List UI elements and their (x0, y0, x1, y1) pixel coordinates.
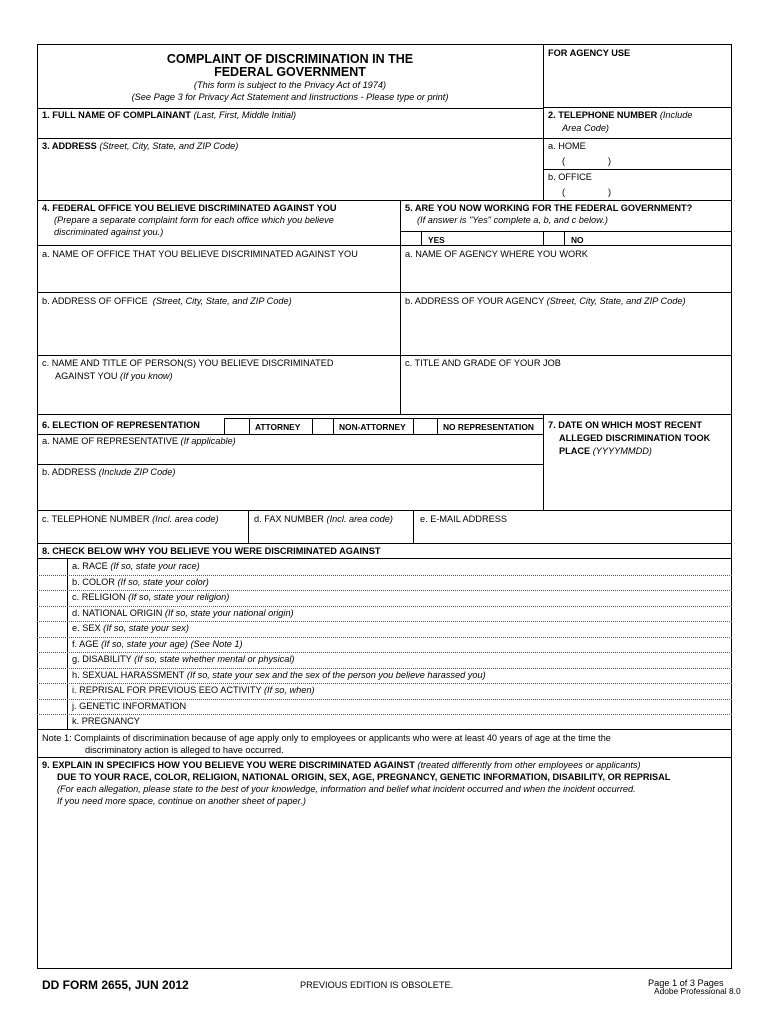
representative-address-hint: (Include ZIP Code) (98, 467, 176, 477)
row-c-divider (37, 414, 732, 415)
election-label-edge (224, 418, 225, 434)
discrimination-basis-checkbox[interactable] (38, 606, 67, 622)
discrimination-basis-checkbox[interactable] (38, 590, 67, 606)
attorney-checkbox[interactable] (249, 418, 250, 434)
office-address-hint: (Street, City, State, and ZIP Code) (152, 296, 292, 306)
discrimination-basis-checkbox[interactable] (38, 652, 67, 668)
discrimination-basis-label: d. NATIONAL ORIGIN (72, 607, 163, 618)
person-title-label-line2: AGAINST YOU (55, 371, 118, 381)
discrimination-basis-checkbox[interactable] (38, 559, 67, 575)
date-label-line1: 7. DATE ON WHICH MOST RECENT (548, 420, 702, 430)
discrimination-basis-label: e. SEX (72, 623, 101, 633)
header-divider (37, 108, 543, 109)
item7-divider (543, 414, 544, 510)
federal-office-hint2: discriminated against you.) (54, 227, 164, 237)
person-title-hint: (If you know) (120, 371, 173, 381)
discrimination-basis-hint: (If so, state your color) (117, 576, 209, 587)
form-title-line2: FEDERAL GOVERNMENT (214, 65, 366, 79)
date-label-line2: ALLEGED DISCRIMINATION TOOK (559, 433, 711, 443)
item8-bottom-divider (37, 729, 732, 730)
representative-address-label: b. ADDRESS (42, 467, 97, 477)
item1-divider (37, 138, 732, 139)
discrimination-basis-detail-field[interactable] (68, 652, 731, 668)
rep-address-divider (37, 510, 732, 511)
software-stamp: Adobe Professional 8.0 (654, 986, 741, 996)
age-note-line1: Note 1: Complaints of discrimination because of age apply only to employees or applicants who were at least 40 years of age at the time the (42, 733, 611, 743)
yes-no-separator (543, 231, 544, 245)
discrimination-basis-row (37, 652, 732, 668)
page-indicator: Page 1 of 3 Pages (648, 978, 724, 988)
office-paren-close: ) (608, 187, 612, 197)
discrimination-basis-hint: (If so, state your race) (110, 561, 200, 571)
discrimination-basis-label: c. RELIGION (72, 592, 126, 602)
agency-address-label: b. ADDRESS OF YOUR AGENCY (405, 296, 545, 306)
representative-name-label-row (42, 436, 236, 447)
discrimination-basis-hint: (If so, state your sex and the sex of the person you believe harassed you) (186, 669, 486, 680)
discrimination-basis-checkbox[interactable] (38, 714, 67, 730)
explanation-textarea[interactable] (38, 810, 731, 967)
item3-divider (37, 200, 732, 201)
attorney-edge (312, 418, 313, 434)
agency-address-hint: (Street, City, State, and ZIP Code) (546, 296, 686, 306)
full-name-label: 1. FULL NAME OF COMPLAINANT (42, 110, 191, 120)
explain-label-line2: DUE TO YOUR RACE, COLOR, RELIGION, NATIONAL ORIGIN, SEX, AGE, PREGNANCY, GENETIC INFORMATION, DISABILITY, OR REPRISAL (57, 772, 671, 782)
telephone-hint2: Area Code) (562, 123, 609, 133)
discrimination-basis-detail-field[interactable] (68, 606, 731, 622)
item4-header-divider (37, 245, 732, 246)
discrimination-basis-detail-field[interactable] (68, 637, 731, 653)
telephone-label-row (548, 110, 693, 121)
federal-office-hint1: (Prepare a separate complaint form for each office which you believe (54, 215, 334, 225)
office-paren-open: ( (562, 187, 566, 197)
row-b-divider (37, 355, 732, 356)
home-phone-divider (543, 169, 732, 170)
row-a-divider (37, 292, 732, 293)
election-boxes-top (224, 418, 543, 419)
telephone-label: 2. TELEPHONE NUMBER (548, 110, 658, 120)
date-format-hint: (YYYYMMDD) (592, 446, 652, 456)
job-title-field[interactable] (401, 372, 731, 413)
rep-fax-label-row (254, 514, 393, 525)
rep-telephone-hint: (Incl. area code) (152, 514, 219, 524)
no-label: NO (571, 235, 584, 245)
rep-fax-field[interactable] (249, 527, 412, 542)
discrimination-basis-detail-field[interactable] (68, 621, 731, 637)
discrimination-basis-checkbox[interactable] (38, 683, 67, 699)
attorney-label: ATTORNEY (255, 422, 301, 432)
job-title-label: c. TITLE AND GRADE OF YOUR JOB (405, 358, 561, 368)
address-label-row (42, 141, 238, 152)
office-phone-label: b. OFFICE (548, 172, 592, 182)
discrimination-basis-checkbox[interactable] (38, 699, 67, 715)
date-label-line3-row (559, 446, 652, 457)
explain-instructions-line1: (For each allegation, please state to the best of your knowledge, information and belief what incident occurred and when the incident occurred. (57, 784, 636, 794)
agency-name-label: a. NAME OF AGENCY WHERE YOU WORK (405, 249, 588, 259)
home-phone-label: a. HOME (548, 141, 586, 151)
agency-address-field[interactable] (401, 309, 731, 353)
representative-name-label: a. NAME OF REPRESENTATIVE (42, 436, 178, 446)
person-title-label-line2-row (55, 371, 173, 382)
explain-label-line1-hint: (treated differently from other employees or applicants) (417, 760, 641, 770)
discrimination-basis-detail-field[interactable] (68, 559, 731, 575)
discrimination-basis-label: k. PREGNANCY (72, 716, 140, 726)
representative-address-label-row (42, 467, 175, 478)
discrimination-basis-row (37, 575, 732, 591)
rep-email-label: e. E-MAIL ADDRESS (420, 514, 507, 524)
discrimination-basis-label: 8. CHECK BELOW WHY YOU BELIEVE YOU WERE DISCRIMINATED AGAINST (42, 546, 381, 556)
full-name-hint: (Last, First, Middle Initial) (193, 110, 297, 120)
address-label: 3. ADDRESS (42, 141, 97, 151)
discrimination-basis-label: g. DISABILITY (72, 654, 132, 664)
note-divider (37, 757, 732, 758)
discrimination-basis-label: a. RACE (72, 561, 108, 571)
discrimination-basis-row (37, 714, 732, 730)
home-paren-close: ) (608, 156, 612, 166)
representative-name-field[interactable] (38, 448, 542, 463)
office-name-label: a. NAME OF OFFICE THAT YOU BELIEVE DISCRIMINATED AGAINST YOU (42, 249, 358, 259)
rep-fax-label: d. FAX NUMBER (254, 514, 324, 524)
date-field[interactable] (545, 462, 731, 508)
discrimination-basis-row (37, 590, 732, 606)
discrimination-basis-row (37, 668, 732, 684)
date-label-line3: PLACE (559, 446, 591, 456)
age-note-line2: discriminatory action is alleged to have occurred. (85, 745, 284, 755)
discrimination-basis-label: f. AGE (72, 638, 99, 649)
discrimination-basis-hint: (If so, state your religion) (128, 592, 230, 602)
office-address-field[interactable] (38, 309, 399, 353)
election-divider (37, 434, 543, 435)
discrimination-basis-row (37, 559, 732, 575)
yes-checkbox[interactable] (421, 231, 422, 245)
discrimination-basis-checkbox[interactable] (38, 575, 67, 591)
working-federal-hint: (If answer is "Yes" complete a, b, and c below.) (417, 215, 608, 225)
right-column-divider-top (543, 44, 544, 200)
discrimination-basis-detail-field[interactable] (68, 590, 731, 606)
discrimination-basis-detail-field[interactable] (68, 668, 731, 684)
discrimination-basis-row (37, 621, 732, 637)
office-address-label: b. ADDRESS OF OFFICE (42, 296, 148, 306)
discrimination-basis-hint: (If so, state your age) (See Note 1) (101, 638, 243, 649)
rep-telephone-field[interactable] (38, 527, 247, 542)
agency-use-label: FOR AGENCY USE (548, 48, 631, 58)
discrimination-basis-checkbox[interactable] (38, 668, 67, 684)
yes-no-top-line (400, 231, 732, 232)
no-representation-checkbox[interactable] (437, 418, 438, 434)
non-attorney-edge (413, 418, 414, 434)
discrimination-basis-row (37, 699, 732, 715)
office-address-label-row (42, 296, 292, 307)
discrimination-basis-hint: (If so, state whether mental or physical) (134, 654, 295, 664)
discrimination-basis-hint: (If so, when) (263, 685, 315, 695)
yes-label: YES (428, 235, 445, 245)
rep-telephone-label: c. TELEPHONE NUMBER (42, 514, 150, 524)
explain-line1-row (42, 760, 641, 771)
discrimination-basis-label: b. COLOR (72, 576, 115, 587)
representative-address-field[interactable] (38, 480, 542, 509)
federal-office-label: 4. FEDERAL OFFICE YOU BELIEVE DISCRIMINATED AGAINST YOU (42, 203, 337, 213)
election-label: 6. ELECTION OF REPRESENTATION (42, 420, 200, 430)
office-name-field[interactable] (38, 262, 399, 290)
discrimination-basis-checkbox[interactable] (38, 637, 67, 653)
discrimination-basis-detail-field[interactable] (68, 714, 731, 730)
form-title-line1: COMPLAINT OF DISCRIMINATION IN THE (166, 52, 414, 66)
home-paren-open: ( (562, 156, 566, 166)
edition-notice: PREVIOUS EDITION IS OBSOLETE. (300, 980, 454, 990)
instructions-note: (See Page 3 for Privacy Act Statement and Iinstructions - Please type or print) (131, 92, 449, 102)
rep-fax-hint: (Incl. area code) (326, 514, 393, 524)
privacy-note: (This form is subject to the Privacy Act of 1974) (193, 80, 387, 90)
discrimination-basis-detail-field[interactable] (68, 575, 731, 591)
discrimination-basis-checkbox[interactable] (38, 621, 67, 637)
non-attorney-checkbox[interactable] (333, 418, 334, 434)
working-federal-label: 5. ARE YOU NOW WORKING FOR THE FEDERAL GOVERNMENT? (405, 203, 693, 213)
form-id: DD FORM 2655, JUN 2012 (42, 978, 189, 992)
contact-divider (37, 543, 732, 544)
rep-name-divider (37, 464, 543, 465)
discrimination-basis-hint: (If so, state your national origin) (164, 607, 294, 618)
non-attorney-label: NON-ATTORNEY (339, 422, 406, 432)
explain-label-line1: 9. EXPLAIN IN SPECIFICS HOW YOU BELIEVE YOU WERE DISCRIMINATED AGAINST (42, 760, 415, 770)
item1-label-row (42, 110, 296, 121)
person-title-label-line1: c. NAME AND TITLE OF PERSON(S) YOU BELIEVE DISCRIMINATED (42, 358, 334, 368)
discrimination-basis-row (37, 683, 732, 699)
discrimination-basis-detail-field[interactable] (68, 683, 731, 699)
address-hint: (Street, City, State, and ZIP Code) (99, 141, 239, 151)
discrimination-basis-detail-field[interactable] (68, 699, 731, 715)
telephone-hint1: (Include (659, 110, 693, 120)
explain-instructions-line2: If you need more space, continue on another sheet of paper.) (57, 796, 306, 806)
discrimination-basis-label: j. GENETIC INFORMATION (72, 700, 187, 711)
rep-telephone-label-row (42, 514, 219, 525)
discrimination-basis-label: i. REPRISAL FOR PREVIOUS EEO ACTIVITY (72, 685, 262, 695)
person-title-field[interactable] (38, 385, 399, 413)
discrimination-basis-row (37, 606, 732, 622)
agency-address-label-row (405, 296, 686, 307)
no-representation-label: NO REPRESENTATION (443, 422, 534, 432)
representative-name-hint: (If applicable) (180, 436, 236, 446)
discrimination-basis-label: h. SEXUAL HARASSMENT (72, 669, 185, 680)
discrimination-basis-row (37, 637, 732, 653)
agency-divider (543, 107, 732, 108)
no-checkbox[interactable] (564, 231, 565, 245)
rep-email-field[interactable] (414, 527, 731, 542)
agency-name-field[interactable] (401, 262, 731, 290)
discrimination-basis-hint: (If so, state your sex) (103, 623, 189, 633)
